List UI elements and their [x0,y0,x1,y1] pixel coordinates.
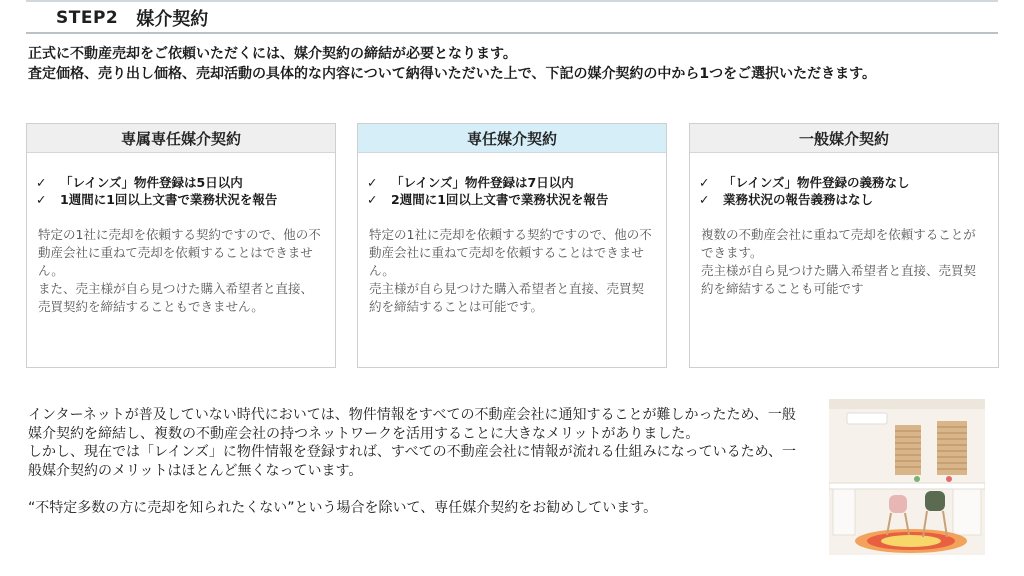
top-rule [26,0,998,2]
card-title: 専属専任媒介契約 [27,124,335,153]
room-illustration [829,399,985,555]
card-description: 特定の1社に売却を依頼する契約ですので、他の不動産会社に重ねて売却を依頼することはできません。 売主様が自ら見つけた購入希望者と直接、売買契約を締結することは可能です。 [369,227,652,314]
explanation-text [28,406,808,517]
check-item: ✓ 「レインズ」物件登録は5日以内 [36,175,243,190]
section-header [26,4,998,34]
paragraph-spacer [28,480,808,499]
page-title: 媒介契約 [136,9,209,30]
intro-text [28,44,1003,84]
room-photo [829,399,985,555]
check-item: ✓ 「レインズ」物件登録の義務なし [699,175,910,190]
intro-line-2: 査定価格、売り出し価格、売却活動の具体的な内容について納得いただいた上で、下記の媒介契約の中から1つをご選択いただきます。 [28,66,877,82]
paragraph-1: インターネットが普及していない時代においては、物件情報をすべての不動産会社に通知することが難しかったため、一般媒介契約を締結し、複数の不動産会社の持つネットワークを活用することに大きなメリットがありました。 [28,407,796,442]
card-exclusive [357,123,667,368]
card-title: 一般媒介契約 [690,124,998,153]
check-icon: ✓ [699,175,710,190]
card-exclusive-dedicated [26,123,336,368]
step-label: STEP2 [56,8,119,28]
check-list [358,153,666,208]
check-icon: ✓ [367,192,378,207]
check-item: ✓ 1週間に1回以上文書で業務状況を報告 [36,192,278,207]
check-icon: ✓ [367,175,378,190]
check-item: ✓ 2週間に1回以上文書で業務状況を報告 [367,192,609,207]
check-item: ✓ 「レインズ」物件登録は7日以内 [367,175,574,190]
check-list [27,153,335,208]
check-icon: ✓ [699,192,710,207]
check-icon: ✓ [36,192,47,207]
card-description: 特定の1社に売却を依頼する契約ですので、他の不動産会社に重ねて売却を依頼することはできません。 また、売主様が自ら見つけた購入希望者と直接、売買契約を締結することもできません。 [38,227,321,314]
card-general [689,123,999,368]
paragraph-2: しかし、現在では「レインズ」に物件情報を登録すれば、すべての不動産会社に情報が流れる仕組みになっているため、一般媒介契約のメリットはほとんど無くなっています。 [28,444,797,479]
card-title: 専任媒介契約 [358,124,666,153]
check-icon: ✓ [36,175,47,190]
intro-line-1: 正式に不動産売却をご依頼いただくには、媒介契約の締結が必要となります。 [28,46,517,62]
paragraph-3: “不特定多数の方に売却を知られたくない”という場合を除いて、専任媒介契約をお勧めしています。 [28,499,658,516]
card-description: 複数の不動産会社に重ねて売却を依頼することができます。 売主様が自ら見つけた購入希望者と直接、売買契約を締結することも可能です [701,227,977,296]
check-list [690,153,998,208]
check-item: ✓ 業務状況の報告義務はなし [699,192,874,207]
